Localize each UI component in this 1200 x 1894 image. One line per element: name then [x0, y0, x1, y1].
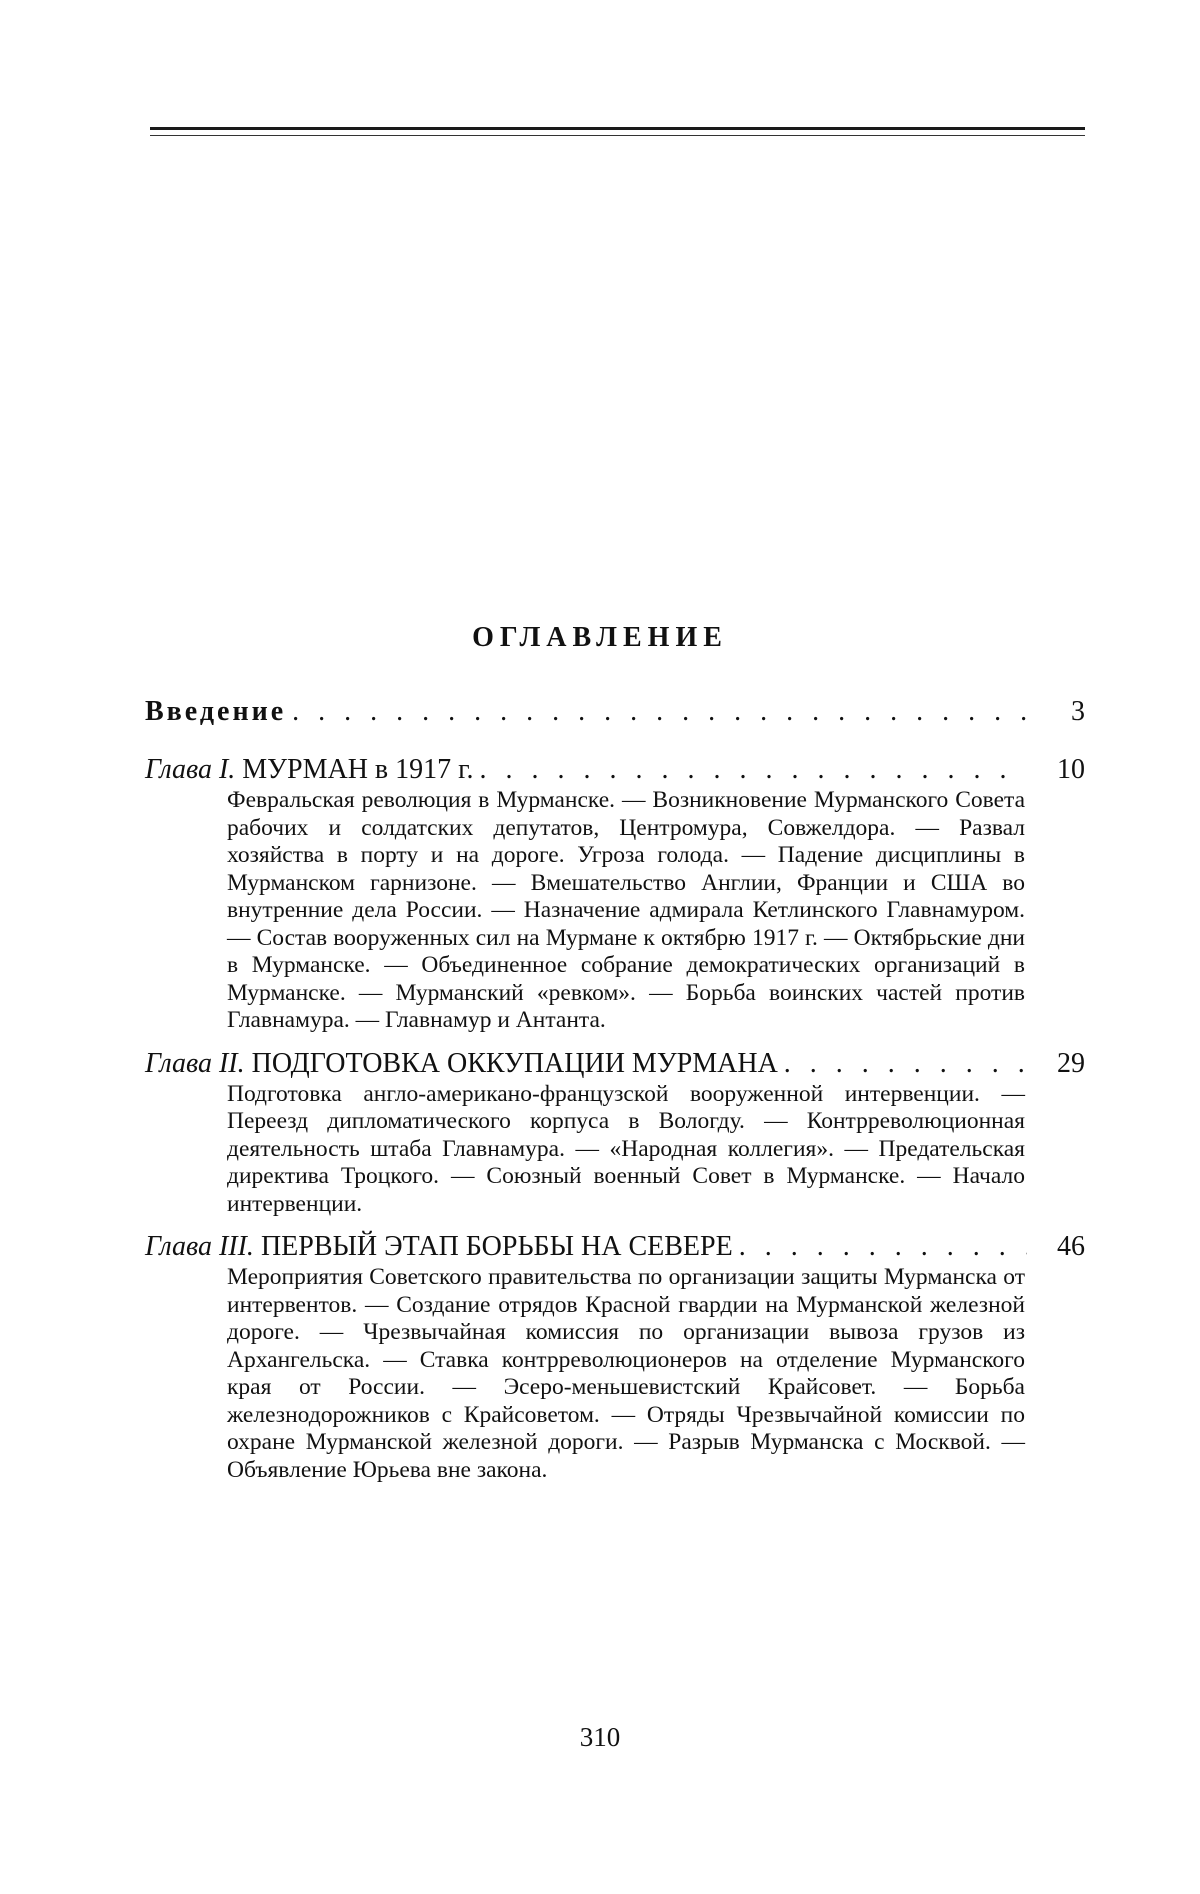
toc-entry-chapter-1[interactable] [145, 753, 1085, 1035]
toc-entry-label [145, 753, 473, 787]
top-rule-thick [150, 127, 1085, 130]
chapter-prefix: Глава III. [145, 1231, 254, 1262]
toc-entry-label [145, 1047, 778, 1081]
dot-leader [784, 1047, 1027, 1081]
toc-entry-introduction[interactable] [145, 695, 1085, 729]
toc-entry-chapter-2[interactable] [145, 1047, 1085, 1219]
top-rule-thin [150, 135, 1085, 136]
spacer [145, 729, 1085, 753]
toc-heading: ОГЛАВЛЕНИЕ [472, 622, 728, 653]
chapter-title: ПЕРВЫЙ ЭТАП БОРЬБЫ НА СЕВЕРЕ [260, 1231, 733, 1262]
spacer [145, 1035, 1085, 1047]
chapter-title: ПОДГОТОВКА ОККУПАЦИИ МУРМАНА [251, 1047, 778, 1079]
toc-entry-line [145, 1230, 1085, 1264]
toc-page-ref: 10 [1057, 754, 1085, 785]
toc-entry-chapter-3[interactable] [145, 1230, 1085, 1484]
chapter-title: МУРМАН в 1917 г. [242, 754, 474, 785]
chapter-description: Подготовка англо-американо-французской вооруженной интервенции. — Переезд дипломатического корпуса в Вологду. — Контрреволюционная деятельность штаба Главнамура. — «Народная коллегия». — Предательская директива Троцкого. — Союзный военный Совет в Мурманске. — Начало интервенции. [227, 1080, 1025, 1217]
dot-leader [739, 1230, 1027, 1264]
page-number: 310 [579, 1722, 621, 1752]
chapter-description: Мероприятия Советского правительства по организации защиты Мурманска от интервентов. — Создание отрядов Красной гвардии на Мурманской железной дороге. — Чрезвычайная комиссия по организации вывоза грузов из Архангельска. — Ставка контрреволюционеров на отделение Мурманского края от России. — Эсеро-меньшевистский Крайсовет. — Борьба железнодорожников с Крайсоветом. — Отряды Чрезвычайной комиссии по охране Мурманской железной дороги. — Разрыв Мурманска с Москвой. — Объявление Юрьева вне закона. [227, 1264, 1025, 1483]
toc-entry-label [145, 1230, 733, 1264]
toc-list [145, 695, 1085, 1484]
toc-entry-line [145, 753, 1085, 787]
toc-entry-label: Введение [145, 696, 287, 727]
toc-page-ref: 46 [1057, 1231, 1085, 1262]
chapter-description: Февральская революция в Мурманске. — Возникновение Мурманского Совета рабочих и солдатских депутатов, Центромура, Совжелдора. — Развал хозяйства в порту и на дороге. Угроза голода. — Падение дисциплины в Мурманском гарнизоне. — Вмешательство Англии, Франции и США во внутренние дела России. — Назначение адмирала Кетлинского Главнамуром. — Состав вооруженных сил на Мурмане к октябрю 1917 г. — Октябрьские дни в Мурманске. — Объединенное собрание демократических организаций в Мурманске. — Мурманский «ревком». — Борьба воинских частей против Главнамура. — Главнамур и Антанта. [227, 787, 1025, 1033]
chapter-prefix: Глава II. [145, 1047, 245, 1079]
toc-page-ref: 29 [1057, 1047, 1085, 1079]
spacer [145, 1218, 1085, 1230]
dot-leader [292, 695, 1027, 729]
toc-page-ref: 3 [1071, 696, 1085, 727]
dot-leader [479, 753, 1027, 787]
toc-entry-line [145, 695, 1085, 729]
toc-entry-line [145, 1047, 1085, 1081]
chapter-prefix: Глава I. [145, 754, 236, 785]
